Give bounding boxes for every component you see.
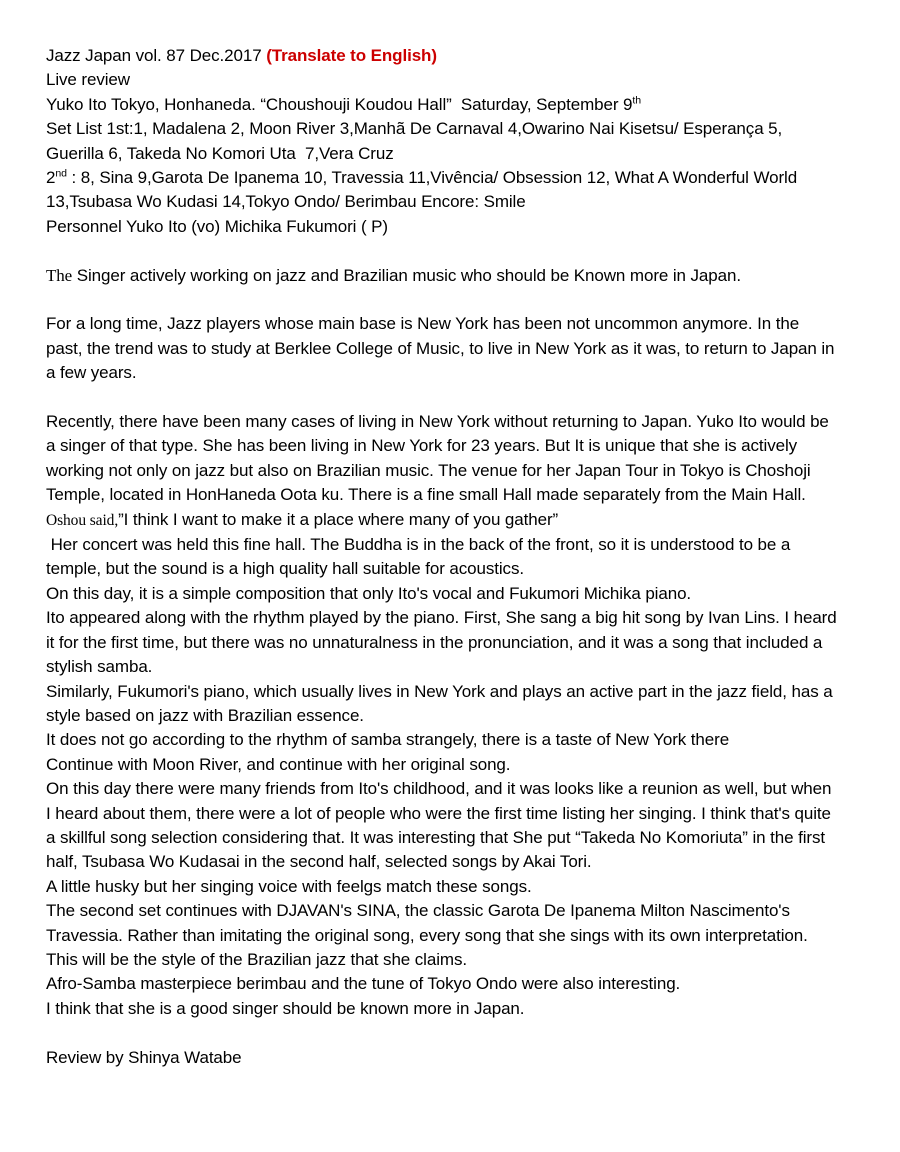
date-ordinal-superscript: th [632,94,641,107]
header-setlist-second [46,166,838,215]
lead-text: Singer actively working on jazz and Brazilian music who should be Known more in Japan. [72,265,741,285]
paragraph-moon-river: Continue with Moon River, and continue with her original song. [46,754,511,774]
translate-note: (Translate to English) [266,46,437,65]
header-venue-line [46,93,838,117]
venue-text: Yuko Ito Tokyo, Honhaneda. “Choushouji Koudou Hall” Saturday, September 9 [46,94,633,114]
paragraph-ito-appeared: Ito appeared along with the rhythm played by the piano. First, She sang a big hit song by Ivan Lins. I heard it for the first time, but there was no unnaturalness in the pronunciation, and it was a song that included a stylish samba. [46,608,842,677]
review-byline: Review by Shinya Watabe [46,1047,242,1067]
oshou-quote-text: ”I think I want to make it a place where many of you gather” [118,509,559,529]
header-setlist-first: Set List 1st:1, Madalena 2, Moon River 3,Manhã De Carnaval 4,Owarino Nai Kisetsu/ Esperança 5, Guerilla 6, Takeda No Komori Uta 7,Vera Cruz [46,119,787,163]
paragraph-long-time: For a long time, Jazz players whose main base is New York has been not uncommon anymore. In the past, the trend was to study at Berklee College of Music, to live in New York as it was, to return to Japan in a few years. [46,314,840,383]
recently-text: Recently, there have been many cases of living in New York without returning to Japan. Yuko Ito would be a singer of that type. She has been living in New York for 23 years. But It is unique that she is actively working not only on jazz but also on Brazilian music. The venue for her Japan Tour in Tokyo is Choshoji Temple, located in HonHaneda Oota ku. There is a fine small Hall made separately from the Main Hall. [46,412,834,505]
paragraph-samba-rhythm: It does not go according to the rhythm of samba strangely, there is a taste of New York there [46,730,730,750]
paragraph-second-set: The second set continues with DJAVAN's SINA, the classic Garota De Ipanema Milton Nascimento's Travessia. Rather than imitating the original song, every song that she sings with its own interpretation. This will be the style of the Brazilian jazz that she claims. [46,901,813,969]
header-personnel: Personnel Yuko Ito (vo) Michika Fukumori ( P) [46,216,388,236]
paragraph-husky: A little husky but her singing voice with feelgs match these songs. [46,876,532,896]
paragraph-conclusion: I think that she is a good singer should be known more in Japan. [46,998,525,1018]
journal-title: Jazz Japan vol. 87 Dec.2017 [46,46,267,65]
paragraph-similarly: Similarly, Fukumori's piano, which usually lives in New York and plays an active part in the jazz field, has a style based on jazz with Brazilian essence. [46,681,838,725]
set-number: 2 [46,168,56,188]
paragraph-reunion: On this day there were many friends from Ito's childhood, and it was looks like a reunion as well, but when I heard about them, there were a lot of people who were the first time listing her singing. I think that's quite a skillful song selection considering that. It was interesting that She put “Takeda No Komoriuta” in the first half, Tsubasa Wo Kudasai in the second half, selected songs by Akai Tori. [46,779,836,872]
paragraph-her-concert: Her concert was held this fine hall. The Buddha is in the back of the front, so it is understood to be a temple, but the sound is a high quality hall suitable for acoustics. [46,535,795,579]
header-live-review: Live review [46,70,130,90]
paragraph-composition: On this day, it is a simple composition that only Ito's vocal and Fukumori Michika piano. [46,583,692,603]
lead-serif-word: The [46,265,73,285]
setlist-second-text: : 8, Sina 9,Garota De Ipanema 10, Travessia 11,Vivência/ Obsession 12, What A Wonderful World 13,Tsubasa Wo Kudasi 14,Tokyo Ondo/ Berimbau Encore: Smile [46,168,802,212]
paragraph-recently [46,410,838,533]
lead-sentence [46,264,838,288]
set-ordinal-superscript: nd [55,167,67,180]
document-text-body [46,44,842,1070]
paragraph-afro-samba: Afro-Samba masterpiece berimbau and the tune of Tokyo Ondo were also interesting. [46,974,681,994]
oshou-said-serif: Oshou said, [46,511,119,529]
header-journal-line [46,44,838,68]
